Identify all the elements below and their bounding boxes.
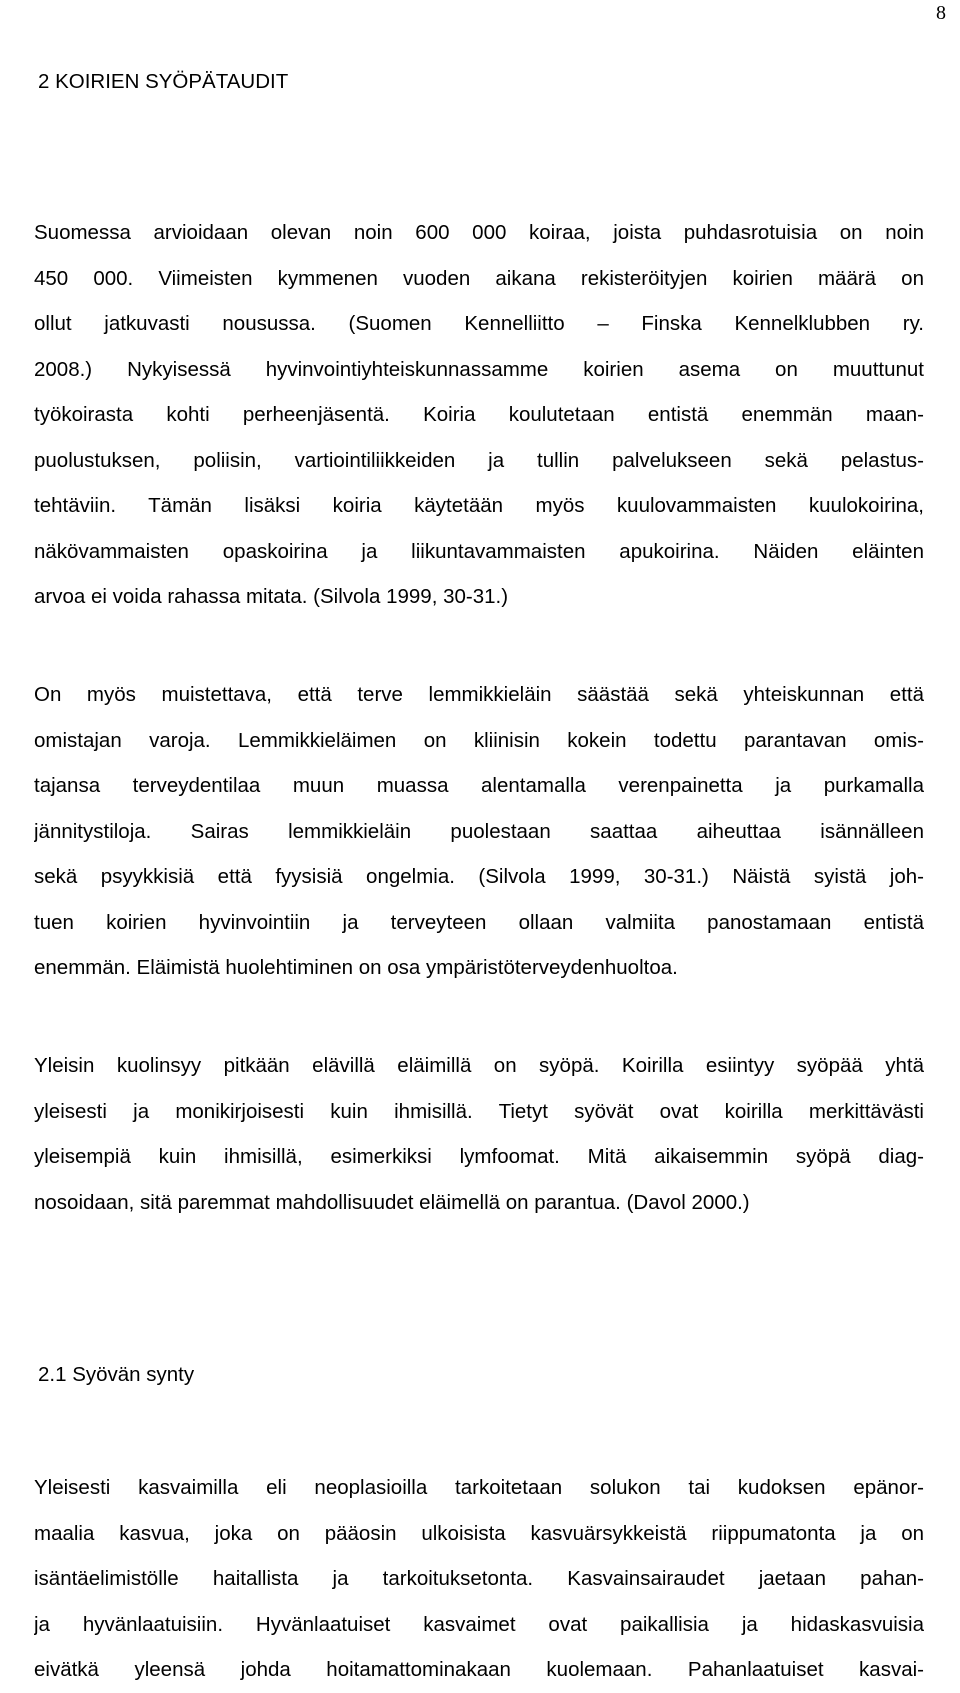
text-line: Yleisin kuolinsyy pitkään elävillä eläimillä on syöpä. Koirilla esiintyy syöpää yhtä [34, 1054, 924, 1077]
text-line: sekä psyykkisiä että fyysisiä ongelmia. (Silvola 1999, 30-31.) Näistä syistä joh- [34, 865, 924, 888]
text-line: työkoirasta kohti perheenjäsentä. Koiria koulutetaan entistä enemmän maan- [34, 403, 924, 426]
chapter-heading: 2 KOIRIEN SYÖPÄTAUDIT [38, 70, 289, 93]
text-line: ja hyvänlaatuisiin. Hyvänlaatuiset kasvaimet ovat paikallisia ja hidaskasvuisia [34, 1612, 924, 1636]
text-line: 2008.) Nykyisessä hyvinvointiyhteiskunnassamme koirien asema on muuttunut [34, 357, 924, 381]
text-line: eivätkä yleensä johda hoitamattominakaan kuolemaan. Pahanlaatuiset kasvai- [34, 1658, 924, 1681]
text-line: Suomessa arvioidaan olevan noin 600 000 koiraa, joista puhdasrotuisia on noin [34, 221, 924, 244]
paragraph-1 [34, 210, 924, 620]
text-line: puolustuksen, poliisin, vartiointiliikkeiden ja tullin palvelukseen sekä pelastus- [34, 448, 924, 472]
text-line: omistajan varoja. Lemmikkieläimen on kliinisin kokein todettu parantavan omis- [34, 728, 924, 752]
text-line: Yleisesti kasvaimilla eli neoplasioilla tarkoitetaan solukon tai kudoksen epänor- [34, 1476, 924, 1499]
text-line: arvoa ei voida rahassa mitata. (Silvola 1999, 30-31.) [34, 585, 509, 608]
text-line: yleisempiä kuin ihmisillä, esimerkiksi lymfoomat. Mitä aikaisemmin syöpä diag- [34, 1145, 924, 1168]
text-line: jännitystiloja. Sairas lemmikkieläin puolestaan saattaa aiheuttaa isännälleen [34, 819, 924, 843]
section-heading: 2.1 Syövän synty [38, 1363, 195, 1386]
text-line: tuen koirien hyvinvointiin ja terveyteen ollaan valmiita panostamaan entistä [34, 910, 924, 934]
text-line: maalia kasvua, joka on pääosin ulkoisista kasvuärsykkeistä riippumatonta ja on [34, 1521, 924, 1545]
text-line: näkövammaisten opaskoirina ja liikuntavammaisten apukoirina. Näiden eläinten [34, 539, 924, 563]
text-line: tajansa terveydentilaa muun muassa alentamalla verenpainetta ja purkamalla [34, 774, 924, 797]
paragraph-4 [34, 1465, 924, 1693]
text-line: ollut jatkuvasti nousussa. (Suomen Kennelliitto – Finska Kennelklubben ry. [34, 312, 924, 335]
text-line: On myös muistettava, että terve lemmikkieläin säästää sekä yhteiskunnan että [34, 683, 924, 706]
text-line: 450 000. Viimeisten kymmenen vuoden aikana rekisteröityjen koirien määrä on [34, 266, 924, 290]
page-number: 8 [936, 2, 946, 24]
text-line: isäntäelimistölle haitallista ja tarkoituksetonta. Kasvainsairaudet jaetaan pahan- [34, 1567, 924, 1590]
text-line: yleisesti ja monikirjoisesti kuin ihmisillä. Tietyt syövät ovat koirilla merkittävästi [34, 1099, 924, 1123]
paragraph-3 [34, 1043, 924, 1225]
text-line: nosoidaan, sitä paremmat mahdollisuudet eläimellä on parantua. (Davol 2000.) [34, 1190, 750, 1214]
paragraph-2 [34, 672, 924, 991]
text-line: enemmän. Eläimistä huolehtiminen on osa ympäristöterveydenhuoltoa. [34, 956, 678, 979]
text-line: tehtäviin. Tämän lisäksi koiria käytetään myös kuulovammaisten kuulokoirina, [34, 494, 924, 517]
